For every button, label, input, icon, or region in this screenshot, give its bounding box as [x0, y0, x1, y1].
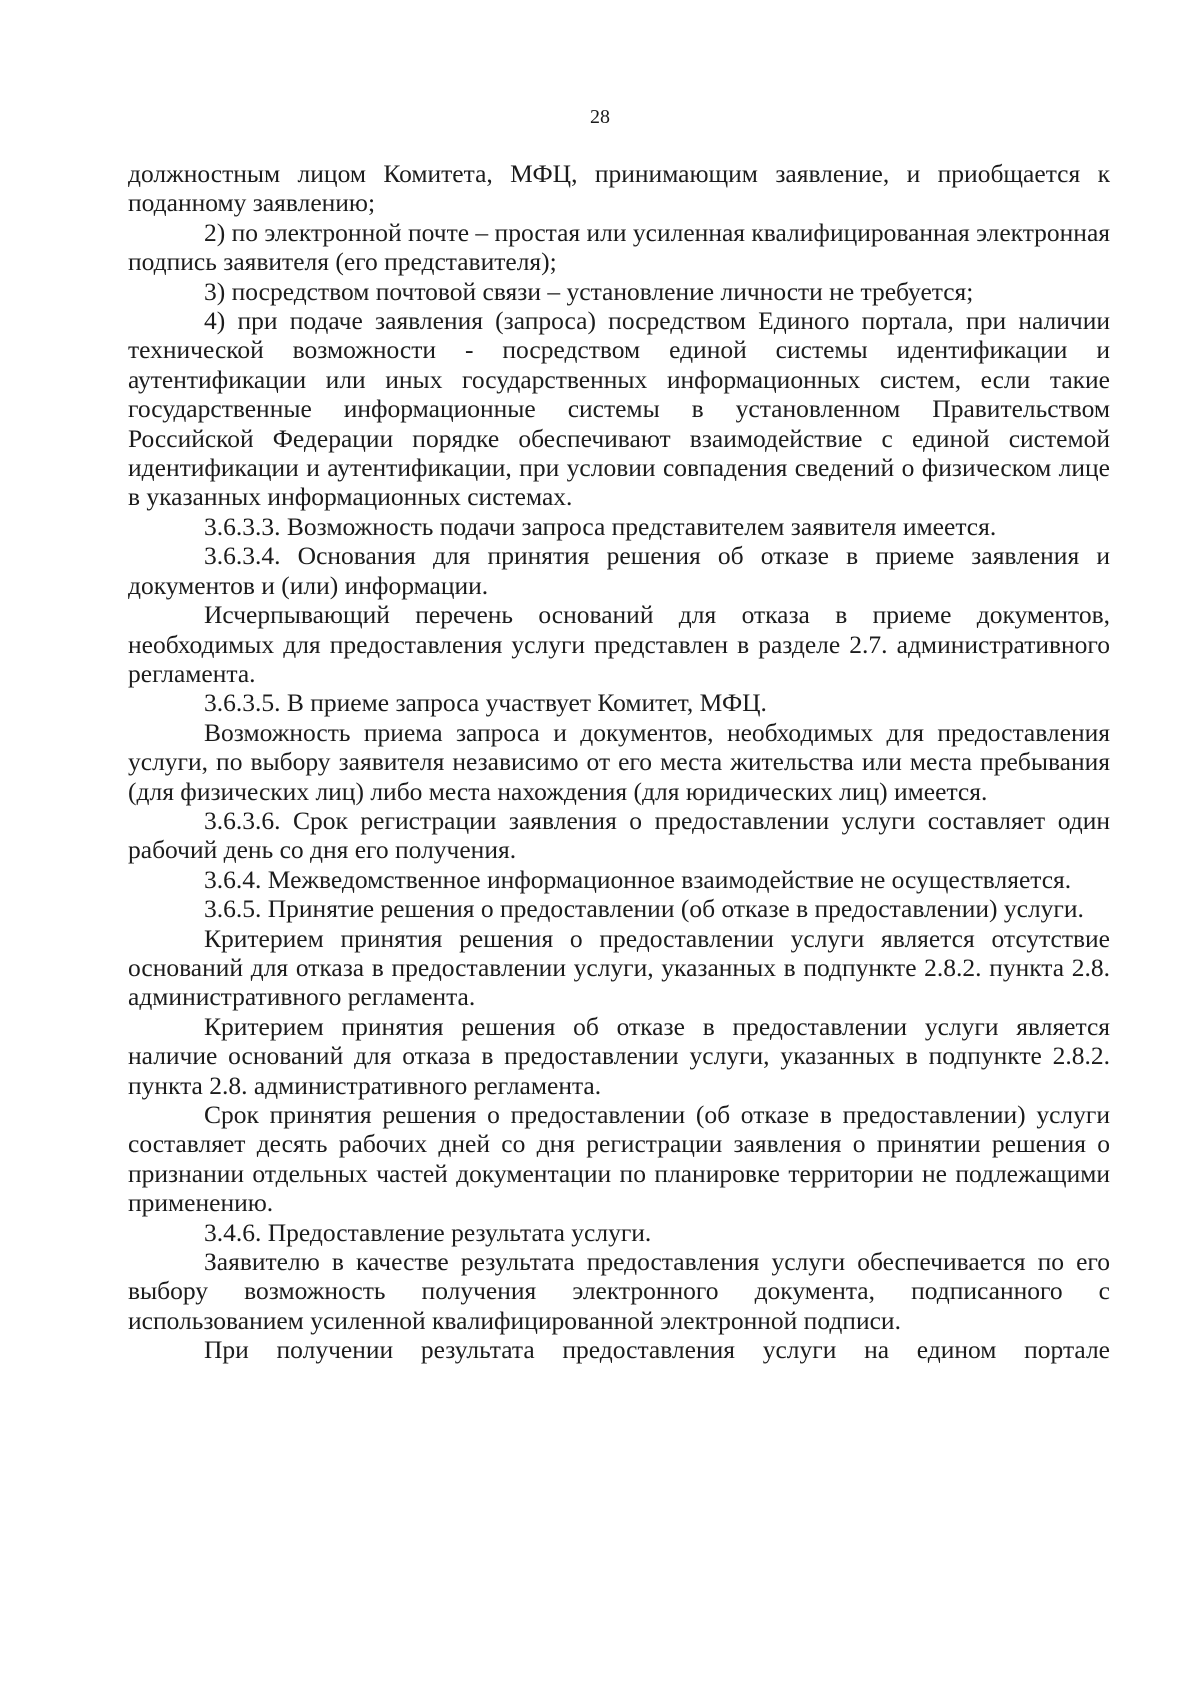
paragraph-result-provision: Заявителю в качестве результата предоставления услуги обеспечивается по его выбору возможность получения электронного документа, подписанного с использованием усиленной квалифицированной электронной подписи. — [128, 1247, 1110, 1335]
paragraph-item-portal: 4) при подаче заявления (запроса) посредством Единого портала, при наличии технической возможности - посредством единой системы идентификации и аутентификации или иных государственных информационных систем, если такие государственные информационные системы в установленном Правительством Российской Федерации порядке обеспечивают взаимодействие с единой системой идентификации и аутентификации, при условии совпадения сведений о физическом лице в указанных информационных системах. — [128, 306, 1110, 512]
paragraph-3-6-4: 3.6.4. Межведомственное информационное взаимодействие не осуществляется. — [204, 864, 1072, 894]
paragraph-3-6-3-4: 3.6.3.4. Основания для принятия решения об отказе в приеме заявления и документов и (или) информации. — [128, 541, 1110, 600]
paragraph-3-6-3-5: 3.6.3.5. В приеме запроса участвует Комитет, МФЦ. — [204, 688, 767, 718]
page-number: 28 — [590, 106, 610, 128]
paragraph-portal-result: При получении результата предоставления услуги на едином портале — [204, 1335, 1110, 1365]
paragraph-decision-term: Срок принятия решения о предоставлении (об отказе в предоставлении) услуги составляет десять рабочих дней со дня регистрации заявления о принятии решения о признании отдельных частей документации по планировке территории не подлежащими применению. — [128, 1100, 1110, 1218]
paragraph-criterion-grant: Критерием принятия решения о предоставлении услуги является отсутствие оснований для отказа в предоставлении услуги, указанных в подпункте 2.8.2. пункта 2.8. административного регламента. — [128, 923, 1110, 1012]
paragraph-continuation: должностным лицом Комитета, МФЦ, принимающим заявление, и приобщается к поданному заявлению; — [128, 159, 1110, 218]
paragraph-3-6-3-6: 3.6.3.6. Срок регистрации заявления о предоставлении услуги составляет один рабочий день со дня его получения. — [128, 805, 1110, 865]
paragraph-item-email: 2) по электронной почте – простая или усиленная квалифицированная электронная подпись заявителя (его представителя); — [128, 217, 1110, 277]
paragraph-3-6-3-3: 3.6.3.3. Возможность подачи запроса представителем заявителя имеется. — [204, 511, 997, 541]
paragraph-item-postal: 3) посредством почтовой связи – установление личности не требуется; — [204, 276, 974, 306]
paragraph-reception-possibility: Возможность приема запроса и документов, необходимых для предоставления услуги, по выбору заявителя независимо от его места жительства или места пребывания (для физических лиц) либо места нахождения (для юридических лиц) имеется. — [128, 717, 1110, 806]
paragraph-refusal-grounds: Исчерпывающий перечень оснований для отказа в приеме документов, необходимых для предоставления услуги представлен в разделе 2.7. административного регламента. — [128, 600, 1110, 688]
paragraph-3-6-5: 3.6.5. Принятие решения о предоставлении (об отказе в предоставлении) услуги. — [204, 894, 1084, 924]
paragraph-3-4-6: 3.4.6. Предоставление результата услуги. — [204, 1217, 652, 1247]
document-body — [128, 159, 1110, 1365]
paragraph-criterion-refusal: Критерием принятия решения об отказе в предоставлении услуги является наличие оснований для отказа в предоставлении услуги, указанных в подпункте 2.8.2. пункта 2.8. административного регламента. — [128, 1011, 1110, 1100]
